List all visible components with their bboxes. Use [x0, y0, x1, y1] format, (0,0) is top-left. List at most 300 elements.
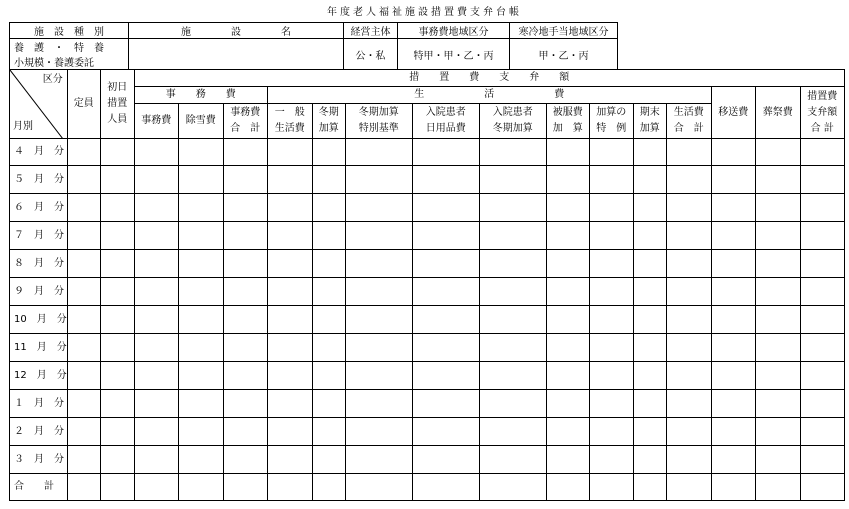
- ledger-entry-cell[interactable]: [223, 139, 267, 166]
- month-row: [10, 250, 845, 278]
- ledger-entry-cell[interactable]: [479, 278, 546, 306]
- ledger-entry-cell[interactable]: [755, 139, 800, 166]
- ledger-entry-cell[interactable]: [800, 306, 844, 334]
- ledger-entry-cell[interactable]: [67, 334, 100, 362]
- ledger-entry-cell[interactable]: [711, 222, 755, 250]
- ledger-entry-cell[interactable]: [267, 474, 312, 501]
- col-inpatient-winter-line2: 冬期加算: [492, 123, 533, 134]
- ledger-entry-cell[interactable]: [479, 446, 546, 474]
- ledger-entry-cell[interactable]: [546, 362, 589, 390]
- ledger-entry-cell[interactable]: [479, 474, 546, 501]
- ledger-entry-cell[interactable]: [100, 250, 134, 278]
- ledger-entry-cell[interactable]: [755, 446, 800, 474]
- ledger-entry-cell[interactable]: [546, 278, 589, 306]
- ledger-entry-cell[interactable]: [412, 194, 479, 222]
- ledger-entry-cell[interactable]: [666, 446, 711, 474]
- ledger-entry-cell[interactable]: [345, 334, 412, 362]
- ledger-entry-cell[interactable]: [711, 194, 755, 222]
- ledger-entry-cell[interactable]: [633, 222, 666, 250]
- month-row: [10, 139, 845, 166]
- ledger-entry-cell[interactable]: [223, 250, 267, 278]
- ledger-entry-cell[interactable]: [223, 390, 267, 418]
- ledger-entry-cell[interactable]: [800, 334, 844, 362]
- ledger-entry-cell[interactable]: [546, 250, 589, 278]
- ledger-entry-cell[interactable]: [800, 418, 844, 446]
- operator-value[interactable]: 公・私: [344, 39, 398, 70]
- ledger-entry-cell[interactable]: [134, 418, 178, 446]
- ledger-entry-cell[interactable]: [312, 306, 345, 334]
- ledger-entry-cell[interactable]: [134, 446, 178, 474]
- header-operator: 経営主体: [344, 23, 398, 39]
- ledger-entry-cell[interactable]: [67, 250, 100, 278]
- ledger-entry-cell[interactable]: [412, 306, 479, 334]
- ledger-entry-cell[interactable]: [755, 362, 800, 390]
- month-label-cell: 12 月 分: [10, 362, 68, 390]
- ledger-entry-cell[interactable]: [633, 139, 666, 166]
- office-cost-region-value[interactable]: 特甲・甲・乙・丙: [398, 39, 510, 70]
- ledger-entry-cell[interactable]: [589, 139, 633, 166]
- ledger-entry-cell[interactable]: [134, 139, 178, 166]
- ledger-entry-cell[interactable]: [479, 362, 546, 390]
- ledger-entry-cell[interactable]: [666, 474, 711, 501]
- ledger-entry-cell[interactable]: [267, 222, 312, 250]
- facility-name-cell[interactable]: [129, 39, 344, 70]
- month-row: [10, 362, 845, 390]
- ledger-entry-cell[interactable]: [312, 250, 345, 278]
- col-exception-line1: 加算の: [596, 107, 627, 118]
- ledger-entry-cell[interactable]: [711, 446, 755, 474]
- col-winter-special: [345, 104, 412, 139]
- ledger-entry-cell[interactable]: [589, 446, 633, 474]
- ledger-entry-cell[interactable]: [711, 306, 755, 334]
- ledger-entry-cell[interactable]: [546, 390, 589, 418]
- ledger-entry-cell[interactable]: [267, 362, 312, 390]
- ledger-entry-cell[interactable]: [666, 418, 711, 446]
- month-label-cell: ９ 月 分: [10, 278, 68, 306]
- ledger-entry-cell[interactable]: [666, 334, 711, 362]
- ledger-entry-cell[interactable]: [589, 278, 633, 306]
- ledger-entry-cell[interactable]: [666, 222, 711, 250]
- ledger-entry-cell[interactable]: [755, 250, 800, 278]
- ledger-entry-cell[interactable]: [479, 139, 546, 166]
- ledger-entry-cell[interactable]: [711, 474, 755, 501]
- ledger-entry-cell[interactable]: [134, 166, 178, 194]
- ledger-entry-cell[interactable]: [267, 446, 312, 474]
- ledger-entry-cell[interactable]: [178, 194, 223, 222]
- ledger-entry-cell[interactable]: [633, 446, 666, 474]
- month-label: 月別: [13, 121, 33, 132]
- ledger-entry-cell[interactable]: [267, 390, 312, 418]
- ledger-entry-cell[interactable]: [267, 166, 312, 194]
- living-cost-group-header: 生 活 費: [267, 87, 711, 104]
- ledger-entry-cell[interactable]: [633, 166, 666, 194]
- col-snow-removal: [178, 104, 223, 139]
- ledger-entry-cell[interactable]: [312, 446, 345, 474]
- ledger-entry-cell[interactable]: [711, 334, 755, 362]
- ledger-entry-cell[interactable]: [178, 474, 223, 501]
- col-term-end-add: [633, 104, 666, 139]
- ledger-entry-cell[interactable]: [100, 278, 134, 306]
- ledger-entry-cell[interactable]: [223, 446, 267, 474]
- month-label-cell: ２ 月 分: [10, 418, 68, 446]
- month-row: [10, 278, 845, 306]
- col-exception-line2: 特 例: [596, 123, 627, 134]
- col-winter-line1: 冬期: [318, 107, 339, 118]
- ledger-entry-cell[interactable]: [345, 278, 412, 306]
- ledger-entry-cell[interactable]: [755, 474, 800, 501]
- ledger-entry-cell[interactable]: [67, 306, 100, 334]
- ledger-entry-cell[interactable]: [267, 418, 312, 446]
- month-label-cell: ６ 月 分: [10, 194, 68, 222]
- ledger-entry-cell[interactable]: [412, 474, 479, 501]
- ledger-entry-cell[interactable]: [178, 139, 223, 166]
- col-office-total-line2: 合 計: [230, 123, 261, 134]
- ledger-entry-cell[interactable]: [479, 222, 546, 250]
- ledger-entry-cell[interactable]: [711, 250, 755, 278]
- month-rows: [10, 139, 845, 501]
- ledger-entry-cell[interactable]: [345, 194, 412, 222]
- ledger-entry-cell[interactable]: [666, 250, 711, 278]
- month-row: [10, 390, 845, 418]
- ledger-entry-cell[interactable]: [267, 306, 312, 334]
- ledger-entry-cell[interactable]: [100, 418, 134, 446]
- ledger-entry-cell[interactable]: [711, 362, 755, 390]
- ledger-entry-cell[interactable]: [267, 139, 312, 166]
- ledger-entry-cell[interactable]: [412, 418, 479, 446]
- ledger-entry-cell[interactable]: [67, 362, 100, 390]
- ledger-entry-cell[interactable]: [134, 194, 178, 222]
- first-day-line1: 初日: [107, 82, 128, 93]
- ledger-entry-cell[interactable]: [589, 334, 633, 362]
- capacity-header: 定員: [67, 70, 100, 139]
- ledger-entry-cell[interactable]: [178, 278, 223, 306]
- first-day-line2: 措置: [107, 98, 128, 109]
- ledger-entry-cell[interactable]: [666, 166, 711, 194]
- ledger-entry-cell[interactable]: [546, 166, 589, 194]
- ledger-entry-cell[interactable]: [412, 278, 479, 306]
- office-cost-group-header: 事 務 費: [134, 87, 267, 104]
- ledger-entry-cell[interactable]: [312, 418, 345, 446]
- ledger-entry-cell[interactable]: [223, 306, 267, 334]
- ledger-entry-cell[interactable]: [589, 222, 633, 250]
- first-day-line3: 人員: [107, 114, 128, 125]
- ledger-entry-cell[interactable]: [412, 390, 479, 418]
- total-payment-line1: 措置費: [807, 90, 838, 102]
- ledger-entry-cell[interactable]: [589, 306, 633, 334]
- ledger-entry-cell[interactable]: [711, 418, 755, 446]
- ledger-entry-cell[interactable]: [178, 446, 223, 474]
- col-inpatient-daily-line2: 日用品費: [425, 123, 466, 134]
- ledger-entry-cell[interactable]: [666, 362, 711, 390]
- month-row: [10, 194, 845, 222]
- ledger-entry-cell[interactable]: [345, 362, 412, 390]
- ledger-entry-cell[interactable]: [67, 390, 100, 418]
- col-office-cost-total: [223, 104, 267, 139]
- ledger-entry-cell[interactable]: [67, 278, 100, 306]
- ledger-entry-cell[interactable]: [100, 194, 134, 222]
- ledger-entry-cell[interactable]: [589, 250, 633, 278]
- ledger-entry-cell[interactable]: [589, 390, 633, 418]
- ledger-entry-cell[interactable]: [633, 334, 666, 362]
- month-label-cell: ８ 月 分: [10, 250, 68, 278]
- month-row: [10, 334, 845, 362]
- ledger-entry-cell[interactable]: [800, 278, 844, 306]
- division-month-header: [10, 70, 68, 139]
- ledger-entry-cell[interactable]: [100, 446, 134, 474]
- ledger-entry-cell[interactable]: [312, 278, 345, 306]
- ledger-entry-cell[interactable]: [800, 222, 844, 250]
- col-general-line1: 一 般: [274, 107, 305, 118]
- ledger-entry-cell[interactable]: [633, 194, 666, 222]
- col-inpatient-winter: [479, 104, 546, 139]
- ledger-entry-cell[interactable]: [267, 278, 312, 306]
- ledger-entry-cell[interactable]: [755, 418, 800, 446]
- ledger-entry-cell[interactable]: [589, 166, 633, 194]
- ledger-entry-cell[interactable]: [345, 418, 412, 446]
- ledger-entry-cell[interactable]: [100, 362, 134, 390]
- header-office-cost-region: 事務費地域区分: [398, 23, 510, 39]
- ledger-entry-cell[interactable]: [100, 390, 134, 418]
- ledger-entry-cell[interactable]: [100, 334, 134, 362]
- ledger-entry-cell[interactable]: [755, 306, 800, 334]
- ledger-entry-cell[interactable]: [67, 418, 100, 446]
- ledger-entry-cell[interactable]: [134, 306, 178, 334]
- ledger-entry-cell[interactable]: [800, 139, 844, 166]
- ledger-entry-cell[interactable]: [345, 139, 412, 166]
- ledger-entry-cell[interactable]: [633, 278, 666, 306]
- ledger-entry-cell[interactable]: [100, 222, 134, 250]
- ledger-entry-cell[interactable]: [412, 222, 479, 250]
- ledger-entry-cell[interactable]: [223, 418, 267, 446]
- ledger-entry-cell[interactable]: [711, 166, 755, 194]
- facility-type-line2: 小規模・養護委託: [14, 58, 94, 69]
- col-inpatient-daily-line1: 入院患者: [425, 107, 466, 118]
- ledger-entry-cell[interactable]: [178, 390, 223, 418]
- col-winter-special-line1: 冬期加算: [358, 107, 399, 118]
- ledger-entry-cell[interactable]: [67, 166, 100, 194]
- ledger-entry-cell[interactable]: [312, 390, 345, 418]
- ledger-entry-cell[interactable]: [134, 278, 178, 306]
- ledger-entry-cell[interactable]: [666, 194, 711, 222]
- ledger-entry-cell[interactable]: [711, 278, 755, 306]
- ledger-entry-cell[interactable]: [345, 166, 412, 194]
- ledger-entry-cell[interactable]: [312, 474, 345, 501]
- ledger-entry-cell[interactable]: [800, 362, 844, 390]
- ledger-entry-cell[interactable]: [134, 222, 178, 250]
- ledger-entry-cell[interactable]: [345, 306, 412, 334]
- ledger-entry-cell[interactable]: [546, 222, 589, 250]
- total-label-cell: 合 計: [10, 474, 68, 501]
- ledger-entry-cell[interactable]: [800, 250, 844, 278]
- ledger-entry-cell[interactable]: [633, 306, 666, 334]
- ledger-entry-cell[interactable]: [67, 474, 100, 501]
- ledger-entry-cell[interactable]: [633, 250, 666, 278]
- ledger-entry-cell[interactable]: [755, 194, 800, 222]
- ledger-entry-cell[interactable]: [178, 418, 223, 446]
- month-label-cell: 11 月 分: [10, 334, 68, 362]
- ledger-entry-cell[interactable]: [178, 334, 223, 362]
- ledger-entry-cell[interactable]: [800, 194, 844, 222]
- total-payment-header: [800, 87, 844, 139]
- month-row: [10, 446, 845, 474]
- col-inpatient-daily: [412, 104, 479, 139]
- month-label-cell: ７ 月 分: [10, 222, 68, 250]
- col-winter-line2: 加算: [318, 123, 339, 134]
- ledger-entry-cell[interactable]: [479, 250, 546, 278]
- ledger-entry-cell[interactable]: [412, 250, 479, 278]
- ledger-entry-cell[interactable]: [755, 222, 800, 250]
- ledger-entry-cell[interactable]: [134, 390, 178, 418]
- ledger-entry-cell[interactable]: [223, 278, 267, 306]
- ledger-entry-cell[interactable]: [412, 446, 479, 474]
- header-cold-region: 寒冷地手当地域区分: [510, 23, 618, 39]
- ledger-entry-cell[interactable]: [223, 166, 267, 194]
- ledger-entry-cell[interactable]: [67, 222, 100, 250]
- col-inpatient-winter-line1: 入院患者: [492, 107, 533, 118]
- col-general-living: [267, 104, 312, 139]
- ledger-entry-cell[interactable]: [67, 446, 100, 474]
- ledger-entry-cell[interactable]: [178, 362, 223, 390]
- ledger-entry-cell[interactable]: [345, 446, 412, 474]
- facility-type-line1: 養 護 ・ 特 養: [14, 43, 104, 54]
- col-snow-removal-text: 除雪費: [185, 115, 216, 126]
- ledger-entry-cell[interactable]: [666, 278, 711, 306]
- ledger-entry-cell[interactable]: [479, 306, 546, 334]
- ledger-entry-cell[interactable]: [178, 166, 223, 194]
- ledger-entry-cell[interactable]: [345, 390, 412, 418]
- ledger-entry-cell[interactable]: [100, 306, 134, 334]
- month-label-cell: ３ 月 分: [10, 446, 68, 474]
- col-living-total-line1: 生活費: [673, 107, 704, 118]
- ledger-entry-cell[interactable]: [67, 139, 100, 166]
- ledger-entry-cell[interactable]: [479, 390, 546, 418]
- ledger-entry-cell[interactable]: [546, 194, 589, 222]
- ledger-entry-cell[interactable]: [479, 334, 546, 362]
- transport-cost-header: 移送費: [711, 87, 755, 139]
- ledger-entry-cell[interactable]: [100, 474, 134, 501]
- cold-region-value[interactable]: 甲・乙・丙: [510, 39, 618, 70]
- ledger-entry-cell[interactable]: [755, 166, 800, 194]
- ledger-entry-cell[interactable]: [223, 362, 267, 390]
- ledger-entry-cell[interactable]: [546, 418, 589, 446]
- ledger-entry-cell[interactable]: [589, 474, 633, 501]
- month-label-cell: ４ 月 分: [10, 139, 68, 166]
- ledger-entry-cell[interactable]: [312, 362, 345, 390]
- ledger-entry-cell[interactable]: [546, 139, 589, 166]
- header-facility-type: 施 設 種 別: [10, 23, 129, 39]
- total-row: [10, 474, 845, 501]
- ledger-entry-cell[interactable]: [267, 250, 312, 278]
- ledger-entry-cell[interactable]: [312, 222, 345, 250]
- ledger-entry-cell[interactable]: [755, 278, 800, 306]
- ledger-entry-cell[interactable]: [178, 250, 223, 278]
- ledger-entry-cell[interactable]: [178, 306, 223, 334]
- ledger-entry-cell[interactable]: [345, 250, 412, 278]
- col-winter-add: [312, 104, 345, 139]
- col-add-exception: [589, 104, 633, 139]
- ledger-entry-cell[interactable]: [100, 166, 134, 194]
- ledger-entry-cell[interactable]: [546, 334, 589, 362]
- ledger-entry-cell[interactable]: [800, 166, 844, 194]
- ledger-entry-cell[interactable]: [134, 250, 178, 278]
- ledger-entry-cell[interactable]: [589, 194, 633, 222]
- ledger-entry-cell[interactable]: [312, 334, 345, 362]
- col-office-cost-text: 事務費: [141, 115, 172, 126]
- ledger-entry-cell[interactable]: [633, 418, 666, 446]
- ledger-entry-cell[interactable]: [67, 194, 100, 222]
- ledger-entry-cell[interactable]: [800, 390, 844, 418]
- header-facility-name: 施 設 名: [129, 23, 344, 39]
- funeral-cost-header: 葬祭費: [755, 87, 800, 139]
- ledger-entry-cell[interactable]: [479, 194, 546, 222]
- ledger-entry-cell[interactable]: [546, 474, 589, 501]
- division-label: 区分: [42, 74, 63, 85]
- col-clothing-line2: 加 算: [552, 123, 583, 134]
- ledger-entry-cell[interactable]: [800, 474, 844, 501]
- month-label-cell: １ 月 分: [10, 390, 68, 418]
- ledger-entry-cell[interactable]: [479, 166, 546, 194]
- ledger-entry-cell[interactable]: [223, 194, 267, 222]
- ledger-entry-cell[interactable]: [755, 390, 800, 418]
- ledger-entry-cell[interactable]: [223, 474, 267, 501]
- ledger-entry-cell[interactable]: [800, 446, 844, 474]
- ledger-entry-cell[interactable]: [345, 222, 412, 250]
- ledger-entry-cell[interactable]: [134, 334, 178, 362]
- ledger-entry-cell[interactable]: [546, 446, 589, 474]
- ledger-entry-cell[interactable]: [312, 139, 345, 166]
- ledger-entry-cell[interactable]: [223, 222, 267, 250]
- ledger-entry-cell[interactable]: [666, 139, 711, 166]
- ledger-entry-cell[interactable]: [412, 166, 479, 194]
- ledger-entry-cell[interactable]: [267, 334, 312, 362]
- ledger-entry-cell[interactable]: [312, 194, 345, 222]
- ledger-entry-cell[interactable]: [100, 139, 134, 166]
- total-payment-line3: 合 計: [810, 122, 834, 134]
- ledger-entry-cell[interactable]: [134, 474, 178, 501]
- ledger-entry-cell[interactable]: [711, 390, 755, 418]
- ledger-entry-cell[interactable]: [412, 334, 479, 362]
- ledger-entry-cell[interactable]: [178, 222, 223, 250]
- ledger-table: [9, 69, 845, 501]
- month-label-cell: ５ 月 分: [10, 166, 68, 194]
- ledger-entry-cell[interactable]: [633, 390, 666, 418]
- col-living-total-line2: 合 計: [673, 123, 704, 134]
- col-clothing-add: [546, 104, 589, 139]
- ledger-entry-cell[interactable]: [412, 139, 479, 166]
- ledger-entry-cell[interactable]: [755, 334, 800, 362]
- ledger-entry-cell[interactable]: [479, 418, 546, 446]
- ledger-entry-cell[interactable]: [666, 306, 711, 334]
- ledger-entry-cell[interactable]: [267, 194, 312, 222]
- ledger-entry-cell[interactable]: [633, 474, 666, 501]
- ledger-entry-cell[interactable]: [546, 306, 589, 334]
- ledger-entry-cell[interactable]: [711, 139, 755, 166]
- month-row: [10, 418, 845, 446]
- ledger-entry-cell[interactable]: [345, 474, 412, 501]
- ledger-entry-cell[interactable]: [412, 362, 479, 390]
- ledger-entry-cell[interactable]: [223, 334, 267, 362]
- ledger-entry-cell[interactable]: [589, 362, 633, 390]
- ledger-entry-cell[interactable]: [589, 418, 633, 446]
- ledger-entry-cell[interactable]: [633, 362, 666, 390]
- ledger-entry-cell[interactable]: [666, 390, 711, 418]
- facility-type-cell[interactable]: [10, 39, 129, 70]
- ledger-entry-cell[interactable]: [312, 166, 345, 194]
- ledger-entry-cell[interactable]: [134, 362, 178, 390]
- month-row: [10, 306, 845, 334]
- total-payment-line2: 支弁額: [807, 106, 838, 118]
- col-office-cost: [134, 104, 178, 139]
